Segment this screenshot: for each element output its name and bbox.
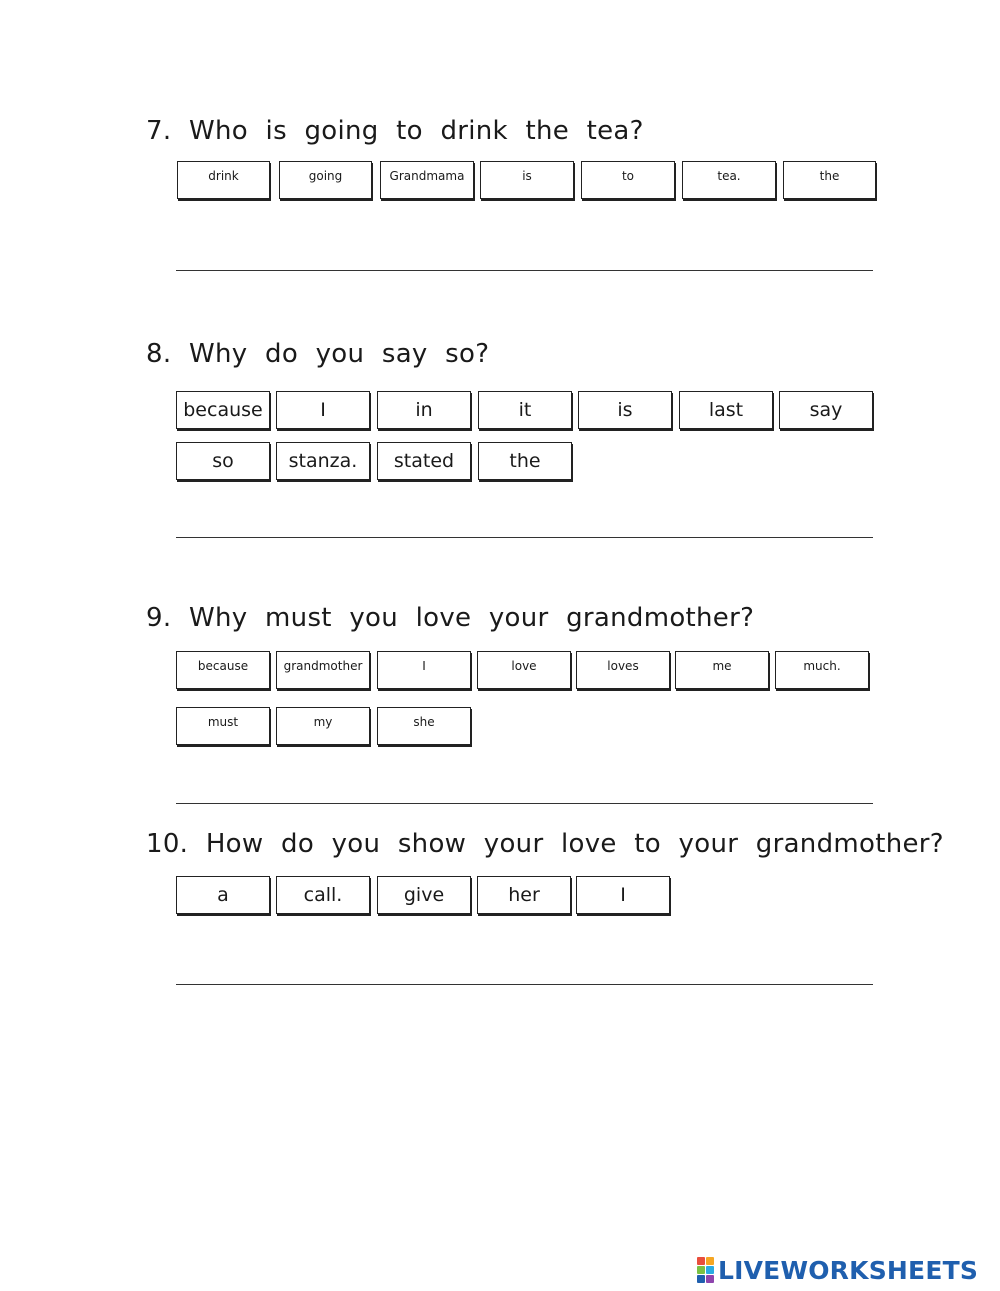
liveworksheets-logo [697,1255,978,1285]
word-tile[interactable]: Grandmama [380,161,474,199]
question-9 [146,603,754,633]
answer-line-9[interactable] [176,803,873,804]
word-tile[interactable]: give [377,876,471,914]
logo-block [706,1266,714,1274]
word-tile[interactable]: love [477,651,571,689]
answer-line-8[interactable] [176,537,873,538]
word-tile[interactable]: because [176,391,270,429]
logo-block [697,1257,705,1265]
question-text: Who is going to drink the tea? [189,116,644,146]
word-tile[interactable]: a [176,876,270,914]
logo-block [706,1257,714,1265]
question-number: 7. [146,116,172,146]
question-text: How do you show your love to your grandmother? [205,829,944,859]
word-tile[interactable]: the [478,442,572,480]
question-text: Why must you love your grandmother? [189,603,755,633]
logo-block [706,1275,714,1283]
word-tile[interactable]: to [581,161,675,199]
word-tile[interactable]: me [675,651,769,689]
word-tile[interactable]: much. [775,651,869,689]
word-tile[interactable]: loves [576,651,670,689]
word-tile[interactable]: grandmother [276,651,370,689]
word-tile[interactable]: my [276,707,370,745]
word-tile[interactable]: I [276,391,370,429]
answer-line-10[interactable] [176,984,873,985]
word-tile[interactable]: stanza. [276,442,370,480]
word-tile[interactable]: it [478,391,572,429]
question-8 [146,339,489,369]
word-tile[interactable]: must [176,707,270,745]
word-tile[interactable]: because [176,651,270,689]
word-tile[interactable]: so [176,442,270,480]
word-tile[interactable]: going [279,161,372,199]
word-tile[interactable]: drink [177,161,270,199]
answer-line-7[interactable] [176,270,873,271]
logo-block [697,1275,705,1283]
question-number: 10. [146,829,189,859]
word-tile[interactable]: is [578,391,672,429]
question-text: Why do you say so? [189,339,490,369]
question-number: 9. [146,603,172,633]
word-tile[interactable]: her [477,876,571,914]
word-tile[interactable]: stated [377,442,471,480]
brand-name: LIVEWORKSHEETS [718,1255,979,1285]
logo-block [697,1266,705,1274]
word-tile[interactable]: is [480,161,574,199]
word-tile[interactable]: call. [276,876,370,914]
word-tile[interactable]: last [679,391,773,429]
logo-blocks-icon [697,1257,714,1283]
word-tile[interactable]: I [576,876,670,914]
word-tile[interactable]: I [377,651,471,689]
question-7 [146,116,644,146]
word-tile[interactable]: the [783,161,876,199]
word-tile[interactable]: she [377,707,471,745]
question-10 [146,829,944,859]
word-tile[interactable]: tea. [682,161,776,199]
word-tile[interactable]: in [377,391,471,429]
word-tile[interactable]: say [779,391,873,429]
question-number: 8. [146,339,172,369]
